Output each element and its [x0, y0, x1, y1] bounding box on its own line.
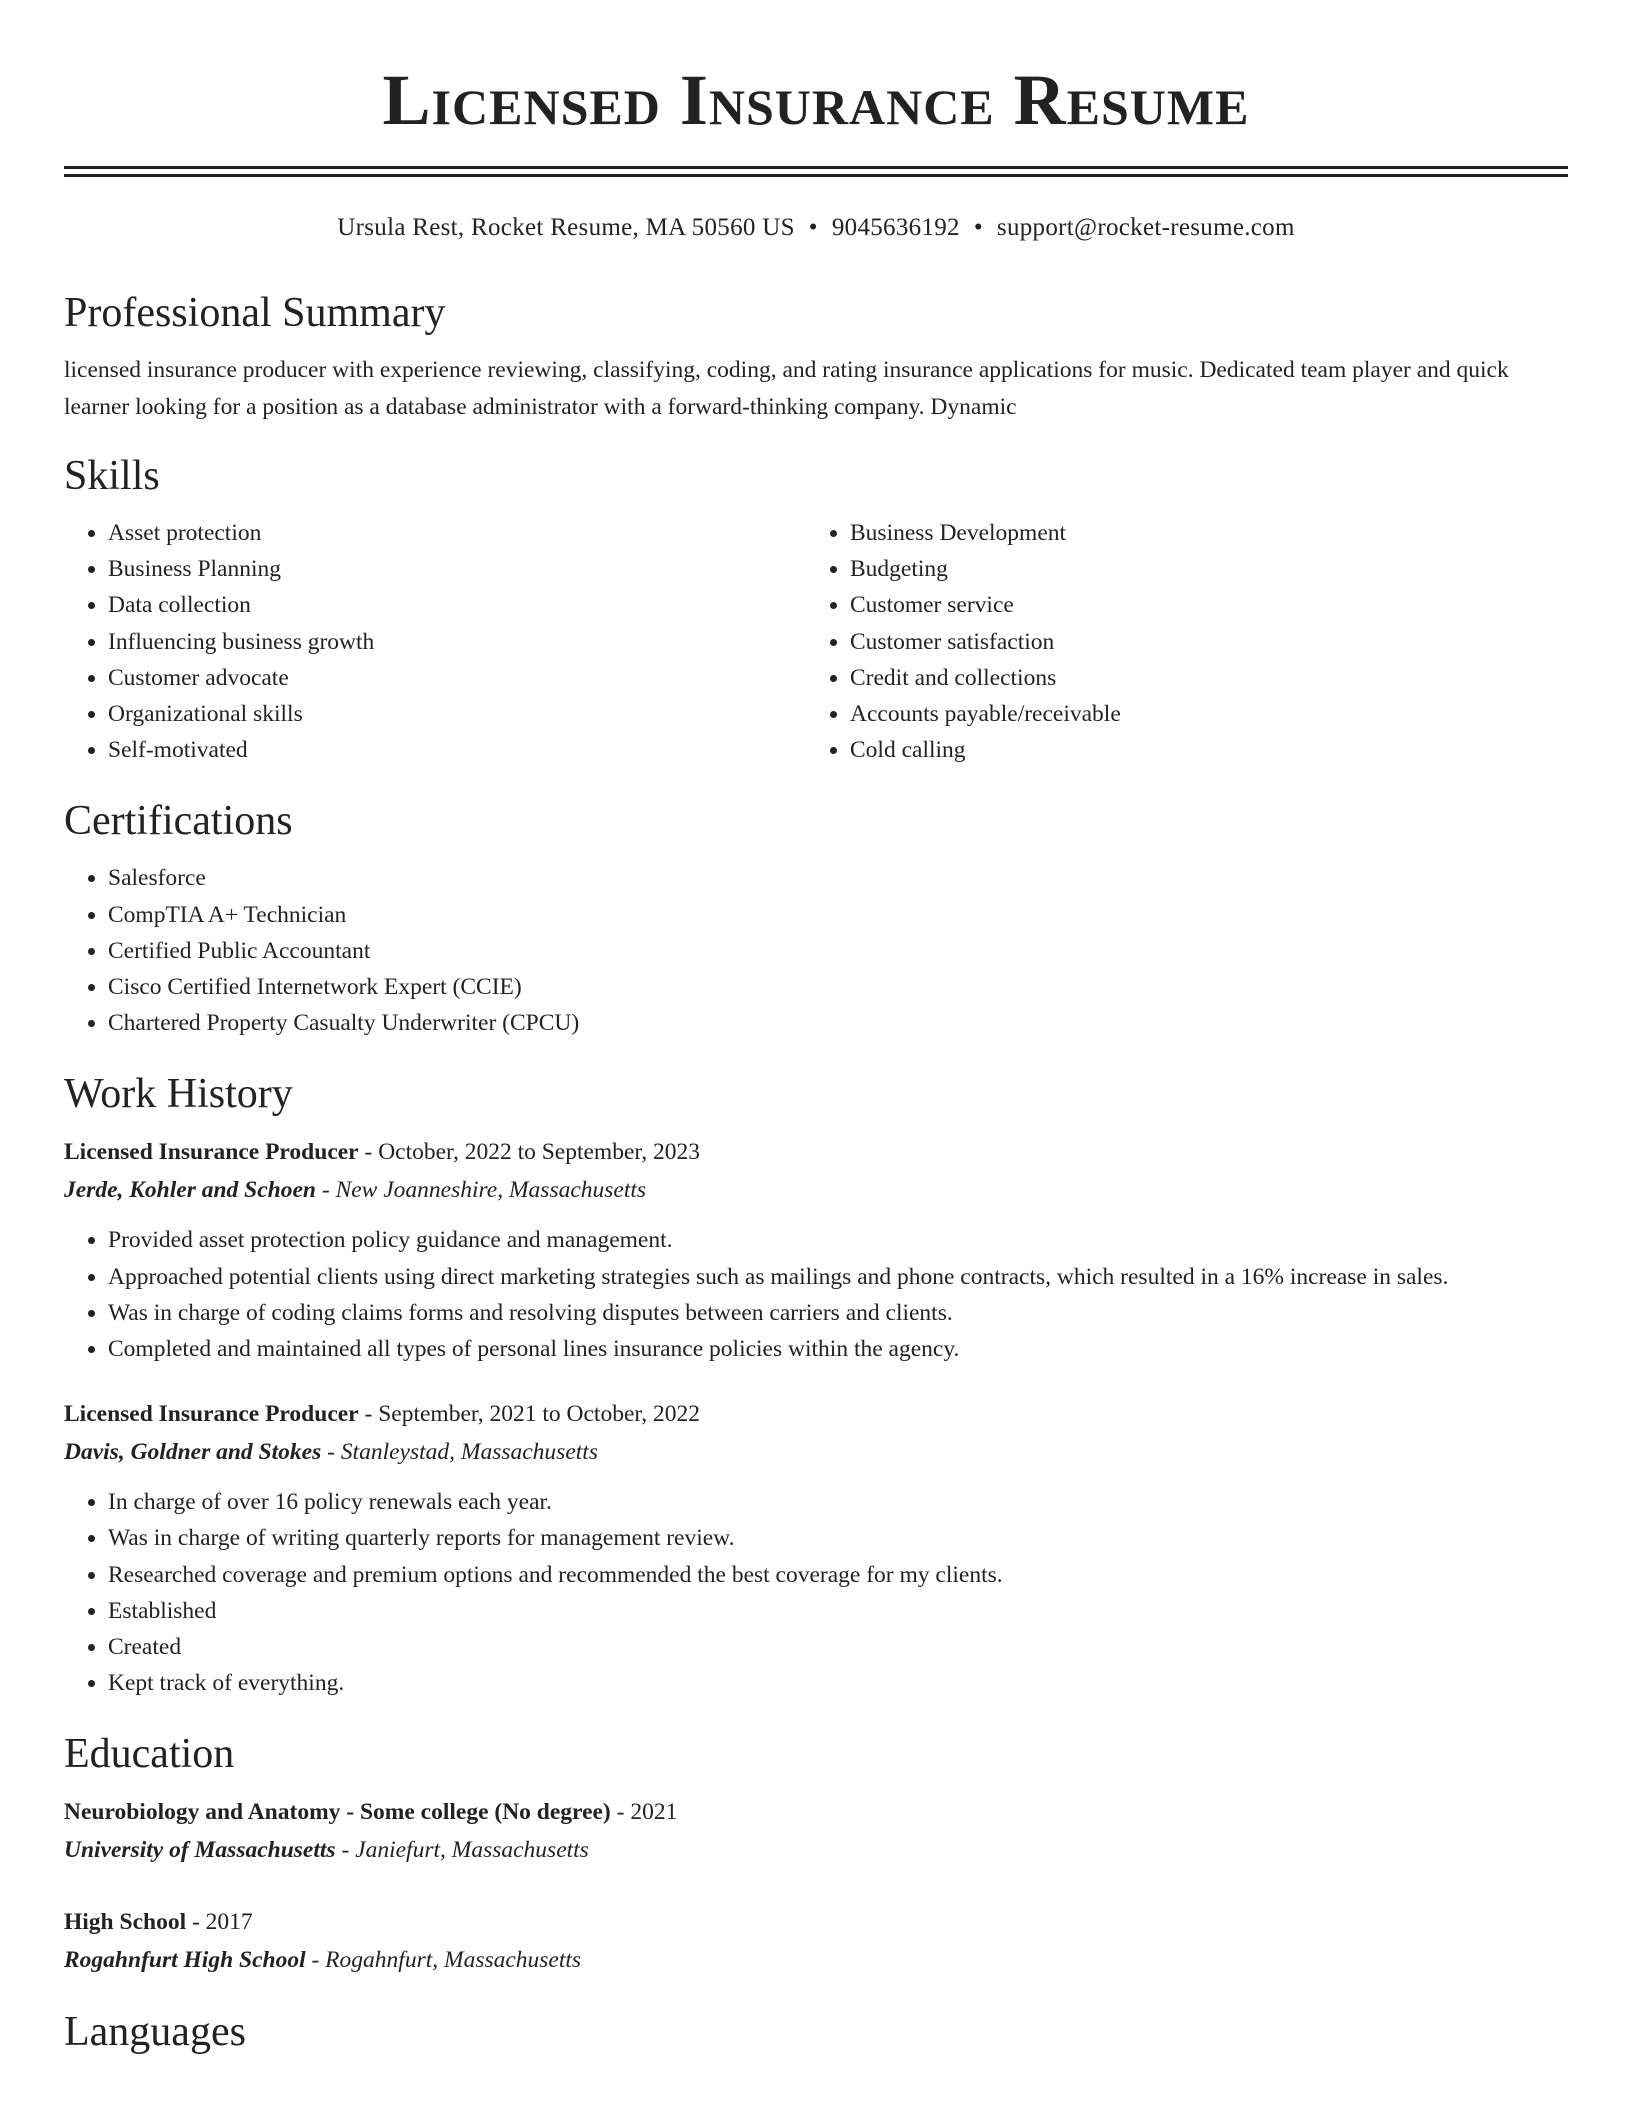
skills-list-right [806, 515, 1548, 768]
education-school: University of Massachusetts [64, 1837, 336, 1864]
skill-item: • Business Development [850, 515, 1548, 551]
certifications-heading: Certifications [64, 798, 293, 845]
work-history-section [64, 1069, 1568, 1701]
contact-line [64, 213, 1568, 243]
certification-item: • Salesforce [108, 860, 1568, 896]
summary-section [64, 288, 1568, 426]
education-degree: High School [64, 1909, 187, 1936]
certifications-list [64, 860, 1568, 1041]
certification-item: • Chartered Property Casualty Underwriter (CPCU) [108, 1005, 1568, 1041]
skill-item: • Accounts payable/receivable [850, 696, 1548, 732]
languages-section [64, 2007, 1568, 2057]
contact-address: Ursula Rest, Rocket Resume, MA 50560 US [337, 214, 795, 241]
job-duties-list [64, 1222, 1568, 1367]
contact-separator: • [973, 214, 983, 241]
job-company-line [64, 1171, 1568, 1209]
skills-section [64, 451, 1568, 768]
job-duty: • Established [108, 1593, 1568, 1629]
education-degree-line [64, 1903, 1568, 1941]
job-duty: • Provided asset protection policy guidance and management. [108, 1222, 1568, 1258]
education-heading: Education [64, 1731, 235, 1778]
education-degree: Neurobiology and Anatomy - Some college (No degree) [64, 1799, 611, 1826]
certifications-section [64, 796, 1568, 1041]
education-degree-line [64, 1793, 1568, 1831]
education-school-line [64, 1831, 1568, 1869]
education-year: - 2021 [610, 1799, 678, 1826]
education-school: Rogahnfurt High School [64, 1947, 306, 1974]
education-section [64, 1729, 1568, 1979]
job-duty: • Approached potential clients using direct marketing strategies such as mailings and phone contracts, which resulted in a 16% increase in sales. [108, 1259, 1568, 1295]
skill-item: • Customer service [850, 587, 1548, 623]
contact-email: support@rocket-resume.com [996, 214, 1295, 241]
skill-item: • Cold calling [850, 732, 1548, 768]
languages-heading: Languages [64, 2009, 246, 2056]
skill-item: • Organizational skills [108, 696, 806, 732]
job-company: Davis, Goldner and Stokes [64, 1439, 322, 1466]
resume-title: Licensed Insurance Resume [382, 60, 1250, 140]
certification-item: • CompTIA A+ Technician [108, 897, 1568, 933]
job-title: Licensed Insurance Producer [64, 1139, 359, 1166]
contact-separator: • [808, 214, 818, 241]
education-entry [64, 1903, 1568, 1979]
job-duty: • Was in charge of writing quarterly reports for management review. [108, 1520, 1568, 1556]
skill-item: • Customer advocate [108, 660, 806, 696]
skills-grid [64, 515, 1568, 768]
education-year: - 2017 [186, 1909, 253, 1936]
skills-heading: Skills [64, 453, 160, 499]
job-company: Jerde, Kohler and Schoen [64, 1177, 316, 1204]
summary-text: licensed insurance producer with experience reviewing, classifying, coding, and rating insurance applications for music. Dedicated team player and quick learner looking for a position as a database administrator with a forward-thinking company. Dynamic [64, 357, 1509, 420]
job-title: Licensed Insurance Producer [64, 1401, 359, 1428]
skill-item: • Credit and collections [850, 660, 1548, 696]
education-school-line [64, 1941, 1568, 1979]
title-divider [64, 166, 1568, 177]
job-duty: • Kept track of everything. [108, 1665, 1568, 1701]
skill-item: • Business Planning [108, 551, 806, 587]
skill-item: • Self-motivated [108, 732, 806, 768]
contact-phone: 9045636192 [831, 214, 960, 241]
job-duty: • Was in charge of coding claims forms and resolving disputes between carriers and clients. [108, 1295, 1568, 1331]
job-title-line [64, 1133, 1568, 1171]
education-location: - Rogahnfurt, Massachusetts [305, 1947, 582, 1974]
job-company-line [64, 1433, 1568, 1471]
job-duty: • In charge of over 16 policy renewals each year. [108, 1484, 1568, 1520]
education-entry [64, 1793, 1568, 1869]
summary-heading: Professional Summary [64, 290, 446, 336]
work-history-heading: Work History [64, 1071, 293, 1118]
skills-list-left [64, 515, 806, 768]
certification-item: • Cisco Certified Internetwork Expert (CCIE) [108, 969, 1568, 1005]
job-dates: - September, 2021 to October, 2022 [358, 1401, 701, 1428]
skill-item: • Influencing business growth [108, 624, 806, 660]
skill-item: • Customer satisfaction [850, 624, 1548, 660]
skill-item: • Data collection [108, 587, 806, 623]
job-duty: • Created [108, 1629, 1568, 1665]
job-title-line [64, 1395, 1568, 1433]
job-entry [64, 1395, 1568, 1701]
job-entry [64, 1133, 1568, 1367]
education-location: - Janiefurt, Massachusetts [335, 1837, 589, 1864]
job-duties-list [64, 1484, 1568, 1701]
job-location: - New Joanneshire, Massachusetts [316, 1177, 647, 1204]
certification-item: • Certified Public Accountant [108, 933, 1568, 969]
job-duty: • Completed and maintained all types of personal lines insurance policies within the agency. [108, 1331, 1568, 1367]
job-dates: - October, 2022 to September, 2023 [358, 1139, 701, 1166]
job-duty: • Researched coverage and premium options and recommended the best coverage for my clients. [108, 1557, 1568, 1593]
job-location: - Stanleystad, Massachusetts [321, 1439, 598, 1466]
skill-item: • Budgeting [850, 551, 1548, 587]
skill-item: • Asset protection [108, 515, 806, 551]
